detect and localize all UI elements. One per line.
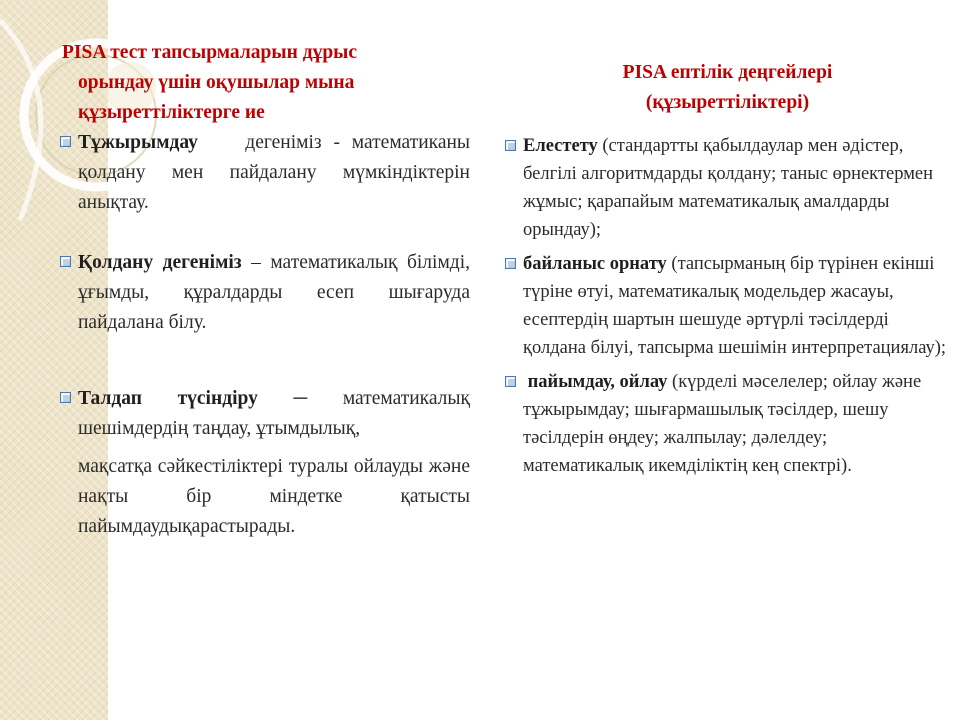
left-item-formulate [60,128,470,218]
left-title-line: құзыреттіліктерге ие [78,102,265,123]
square-bullet-icon [60,136,71,147]
left-item-interpret [60,384,470,444]
left-column [60,38,470,542]
item-text: ─ математикалық шешімдердің таңдау, ұтымдылық, [78,388,470,439]
left-title-line: PISA тест тапсырмаларын дұрыс [62,42,358,63]
item-text: (тапсырманың бір түрінен екінші түріне өтуі, математикалық модельдер жасауы, есептердің шартын шешуде әртүрлі тәсілдерді қолдана білуі, тапсырма шешімін интерпретациялау); [523,254,947,358]
square-bullet-icon [505,376,516,387]
item-term: Елестету [523,136,598,156]
item-text: (стандартты қабылдаулар мен әдістер, белгілі алгоритмдарды қолдану; таныс өрнектермен жұмыс; қарапайым математикалық амалдарды орындау); [523,136,934,240]
right-item-reason [505,368,950,480]
item-text: – математикалық білімді, ұғымды, құралдарды есеп шығаруда пайдалана білу. [78,252,471,333]
square-bullet-icon [60,392,71,403]
left-item-apply [60,248,470,338]
right-item-connect [505,250,950,362]
square-bullet-icon [505,258,516,269]
left-title [60,38,470,128]
item-term: Тұжырымдау [78,132,198,153]
item-term: пайымдау, ойлау [527,372,668,392]
right-title-line: PISA ептілік деңгейлері [622,62,833,83]
right-title-line: (құзыреттіліктері) [645,92,810,113]
right-item-visualize [505,132,950,244]
item-text: (күрделі мәселелер; ойлау және тұжырымдау; шығармашылық тәсілдер, шешу тәсілдерін өңдеу; жалпылау; дәлелдеу; математикалық икемділіктің кең спектрі). [523,372,922,476]
right-title [505,58,950,118]
left-title-line: орындау үшін оқушылар мына [78,72,355,93]
item-text: дегеніміз - математиканы қолдану мен пайдалану мүмкіндіктерін анықтау. [78,132,471,213]
item-term: байланыс орнату [523,254,667,274]
item-term: Талдап түсіндіру [78,388,258,409]
square-bullet-icon [505,140,516,151]
right-column [505,58,950,486]
left-continuation: мақсатқа сәйкестіліктері туралы ойлауды және нақты бір міндетке қатысты пайымдаудықарастырады. [78,456,470,537]
item-term: Қолдану дегеніміз [78,252,242,273]
square-bullet-icon [60,256,71,267]
